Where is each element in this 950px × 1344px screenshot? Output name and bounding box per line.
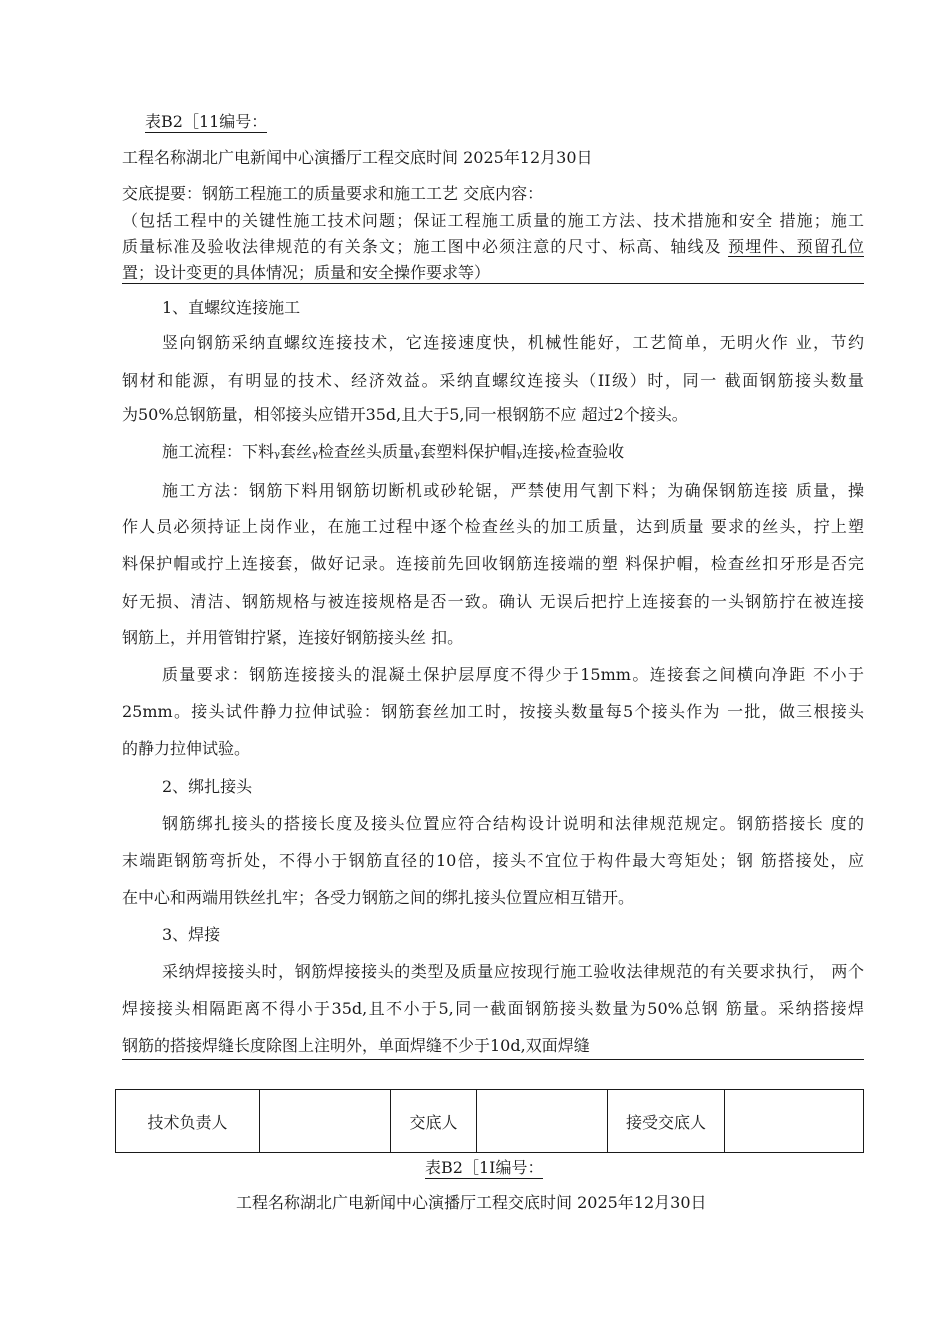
- paragraph-line: 钢材和能源，有明显的技术、经济效益。采纳直螺纹连接头（II级）时，同一 截面钢筋接头数量: [122, 371, 864, 390]
- footer-form-number: 表B2［1I编号：: [425, 1158, 544, 1177]
- tech-lead-signature[interactable]: [260, 1090, 391, 1153]
- receiver-label: 接受交底人: [608, 1090, 725, 1153]
- paragraph-line: 料保护帽或拧上连接套，做好记录。连接前先回收钢筋连接端的塑 料保护帽，检查丝扣牙形是否完: [122, 554, 864, 573]
- form-number: 表B2［11编号：: [145, 112, 268, 131]
- paragraph-line: 施工方法：钢筋下料用钢筋切断机或砂轮锯，严禁使用气割下料；为确保钢筋连接 质量，操: [162, 481, 864, 500]
- presenter-label: 交底人: [391, 1090, 477, 1153]
- paragraph-line: 末端距钢筋弯折处，不得小于钢筋直径的10倍，接头不宜位于构件最大弯矩处；钢 筋搭接处，应: [122, 851, 864, 870]
- presenter-signature[interactable]: [477, 1090, 608, 1153]
- footer-project-info: 工程名称湖北广电新闻中心演播厅工程交底时间 2025年12月30日: [236, 1193, 707, 1212]
- paragraph-line: 为50%总钢筋量，相邻接头应错开35d,且大于5,同一根钢筋不应 超过2个接头。: [122, 405, 688, 424]
- paragraph-line: 好无损、清洁、钢筋规格与被连接规格是否一致。确认 无误后把拧上连接套的一头钢筋拧在被连接: [122, 592, 864, 611]
- paragraph-line: 在中心和两端用铁丝扎牢；各受力钢筋之间的绑扎接头位置应相互错开。: [122, 888, 635, 907]
- paragraph-line: 焊接接头相隔距离不得小于35d,且不小于5,同一截面钢筋接头数量为50%总钢 筋量。采纳搭接焊: [122, 999, 864, 1018]
- paragraph-line: 钢筋绑扎接头的搭接长度及接头位置应符合结构设计说明和法律规范规定。钢筋搭接长 度的: [162, 814, 864, 833]
- summary-line: 置；设计变更的具体情况；质量和安全操作要求等）: [122, 263, 491, 282]
- process-flow: 施工流程：下料ᵧ套丝ᵧ检查丝头质量ᵧ套塑料保护帽ᵧ连接ᵧ检查验收: [162, 442, 625, 461]
- section-heading: 3、焊接: [162, 925, 221, 944]
- paragraph-line: 钢筋上，并用管钳拧紧，连接好钢筋接头丝 扣。: [122, 628, 464, 647]
- paragraph-line: 采纳焊接接头时，钢筋焊接接头的类型及质量应按现行施工验收法律规范的有关要求执行， 两个: [162, 962, 864, 981]
- project-info: 工程名称湖北广电新闻中心演播厅工程交底时间 2025年12月30日: [122, 148, 593, 167]
- paragraph-line: 竖向钢筋采纳直螺纹连接技术，它连接速度快，机械性能好，工艺简单，无明火作 业，节约: [162, 333, 864, 352]
- signoff-table: [115, 1089, 864, 1153]
- paragraph-line: 钢筋的搭接焊缝长度除图上注明外，单面焊缝不少于10d,双面焊缝: [122, 1036, 590, 1055]
- summary-underlined-text: 预埋件、预留孔位: [728, 237, 864, 256]
- receiver-signature[interactable]: [725, 1090, 864, 1153]
- paragraph-line: 25mm。接头试件静力拉伸试验：钢筋套丝加工时，按接头数量每5个接头作为 一批，做三根接头: [122, 702, 864, 721]
- paragraph-line: 的静力拉伸试验。: [122, 739, 251, 758]
- paragraph-line: 质量要求：钢筋连接接头的混凝土保护层厚度不得少于15mm。连接套之间横向净距 不小于: [162, 665, 864, 684]
- paragraph-line: 作人员必须持证上岗作业，在施工过程中逐个检查丝头的加工质量，达到质量 要求的丝头，拧上塑: [122, 517, 864, 536]
- section-heading: 2、绑扎接头: [162, 777, 253, 796]
- divider: [122, 1059, 864, 1060]
- section-heading: 1、直螺纹连接施工: [162, 298, 301, 317]
- summary-line: （包括工程中的关键性施工技术问题；保证工程施工质量的施工方法、技术措施和安全 措施；施工: [122, 211, 864, 230]
- summary-line: [122, 237, 864, 257]
- divider: [122, 283, 864, 284]
- summary-text: 质量标准及验收法律规范的有关条文；施工图中必须注意的尺寸、标高、轴线及: [122, 237, 729, 256]
- summary-heading: 交底提要：钢筋工程施工的质量要求和施工工艺 交底内容：: [122, 184, 544, 203]
- tech-lead-label: 技术负责人: [116, 1090, 260, 1153]
